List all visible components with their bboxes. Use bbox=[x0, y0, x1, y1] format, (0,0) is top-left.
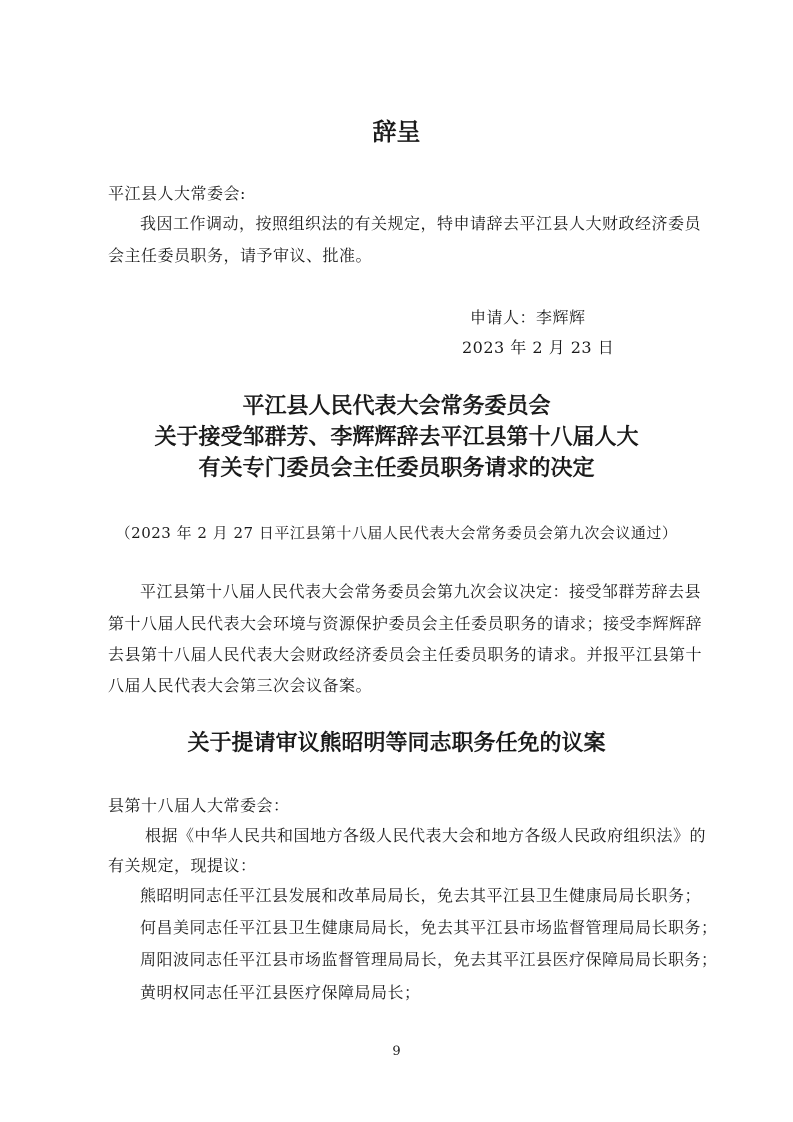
proposal-addressee: 县第十八届人大常委会： bbox=[108, 796, 290, 815]
decision-body-line-4: 八届人民代表大会第三次会议备案。 bbox=[108, 676, 373, 695]
decision-subtitle: （2023 年 2 月 27 日平江县第十八届人民代表大会常务委员会第九次会议通过） bbox=[115, 524, 678, 542]
resignation-body-line-2: 会主任委员职务，请予审议、批准。 bbox=[108, 246, 373, 265]
decision-body-line-2: 第十八届人民代表大会环境与资源保护委员会主任委员职务的请求；接受李辉辉辞 bbox=[108, 614, 703, 633]
resignation-body-line-1: 我因工作调动，按照组织法的有关规定，特申请辞去平江县人大财政经济委员 bbox=[140, 214, 702, 233]
appointment-item: 黄明权同志任平江县医疗保障局局长； bbox=[140, 983, 421, 1002]
proposal-intro-line-2: 有关规定，现提议： bbox=[108, 856, 257, 875]
decision-body-line-1: 平江县第十八届人民代表大会常务委员会第九次会议决定：接受邹群芳辞去县 bbox=[140, 582, 702, 601]
resignation-applicant: 申请人：李辉辉 bbox=[470, 308, 586, 327]
appointment-item: 熊昭明同志任平江县发展和改革局局长，免去其平江县卫生健康局局长职务； bbox=[140, 886, 702, 905]
resignation-title: 辞呈 bbox=[372, 118, 421, 146]
decision-title-line-2: 关于接受邹群芳、李辉辉辞去平江县第十八届人大 bbox=[154, 425, 639, 450]
appointment-item: 周阳波同志任平江县市场监督管理局局长，免去其平江县医疗保障局局长职务； bbox=[140, 950, 718, 969]
proposal-title: 关于提请审议熊昭明等同志职务任免的议案 bbox=[187, 731, 606, 756]
appointment-item: 何昌美同志任平江县卫生健康局局长，免去其平江县市场监督管理局局长职务； bbox=[140, 918, 718, 937]
decision-body-line-3: 去县第十八届人民代表大会财政经济委员会主任委员职务的请求。并报平江县第十 bbox=[108, 645, 703, 664]
proposal-intro-line-1: 根据《中华人民共和国地方各级人民代表大会和地方各级人民政府组织法》的 bbox=[145, 826, 707, 845]
decision-title-line-3: 有关专门委员会主任委员职务请求的决定 bbox=[198, 456, 595, 481]
page-number: 9 bbox=[392, 1044, 401, 1059]
decision-title-line-1: 平江县人民代表大会常务委员会 bbox=[242, 394, 551, 419]
resignation-addressee: 平江县人大常委会: bbox=[108, 184, 246, 203]
resignation-date: 2023 年 2 月 23 日 bbox=[462, 338, 615, 357]
